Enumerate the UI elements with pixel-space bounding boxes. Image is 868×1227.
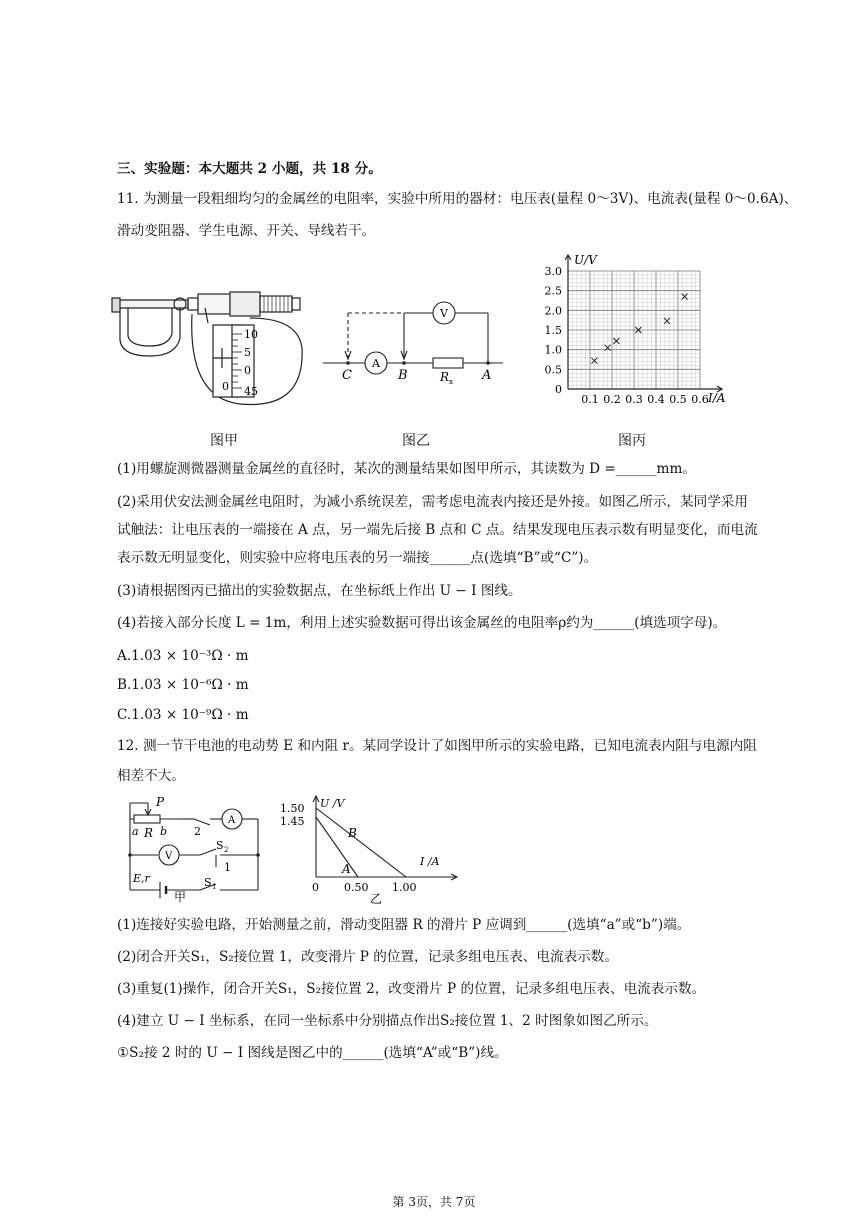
graph-ylabel: U /V [320, 797, 345, 810]
q11-option-a: A.1.03 × 10⁻³Ω · m [117, 648, 249, 664]
rx-label: R [440, 370, 450, 384]
y-tick-label: 3.0 [544, 265, 562, 278]
switch-s1-label: S [204, 876, 212, 889]
emf-label: E,r [133, 872, 150, 885]
caption-fig-jia: 图甲 [210, 433, 238, 449]
q12-line1: 12. 测一节干电池的电动势 E 和内阻 r。某同学设计了如图甲所示的实验电路，已知电流表内阻与电源内阻 [117, 738, 757, 754]
y-label-145: 1.45 [280, 815, 305, 828]
q11-p2b: 试触法：让电压表的一端接在 A 点，另一端先后接 B 点和 C 点。结果发现电压表示数有明显变化，而电流 [117, 522, 758, 538]
line-a-label: A [342, 862, 351, 876]
q12-voltmeter-label: V [165, 851, 173, 862]
q12-yi-label: 乙 [370, 892, 383, 906]
q12-ui-graph [278, 795, 468, 905]
slider-p-label: P [156, 795, 165, 809]
x-label-100: 1.00 [392, 881, 417, 894]
x-tick-label: 0.6 [691, 393, 709, 406]
pos-1-label: 1 [224, 861, 231, 874]
micrometer-figure [110, 278, 315, 413]
chart-y-ticks [545, 265, 563, 396]
ammeter-label: A [372, 357, 380, 370]
q11-p4: (4)若接入部分长度 L = 1m，利用上述实验数据可得出该金属丝的电阻率ρ约为______(填选项字母)。 [117, 615, 727, 631]
q12-p5: ①S₂接 2 时的 U − I 图线是图乙中的______(选填“A”或“B”)线。 [117, 1045, 508, 1061]
end-a-label: a [132, 825, 139, 838]
q11-p2a: (2)采用伏安法测金属丝电阻时，为减小系统误差，需考虑电流表内接还是外接。如图乙所示，某同学采用 [117, 494, 748, 510]
micro-tick-0b: 0 [244, 364, 251, 377]
q11-option-b: B.1.03 × 10⁻⁶Ω · m [117, 677, 249, 693]
y-tick-label: 1.5 [544, 324, 562, 337]
chart-grid [568, 271, 700, 389]
q12-ammeter-label: A [228, 815, 236, 826]
voltmeter-label: V [440, 307, 448, 320]
q11-p2c: 表示数无明显变化，则实验中应将电压表的另一端接______点(选填“B”或“C”)。 [117, 550, 598, 566]
y-tick-label: 1.0 [544, 343, 562, 357]
caption-fig-yi: 图乙 [402, 433, 430, 449]
chart-xlabel: I/A [708, 391, 726, 405]
end-b-label: b [160, 825, 168, 838]
line-b-label: B [348, 826, 357, 840]
y-tick-label: 2.5 [544, 284, 562, 298]
chart-ylabel: U/V [574, 253, 597, 267]
q12-line2: 相差不大。 [117, 768, 185, 784]
chart-x-ticks [581, 393, 709, 406]
q11-p1: (1)用螺旋测微器测量金属丝的直径时，某次的测量结果如图甲所示，其读数为 D =______mm。 [117, 461, 696, 477]
q11-line1: 11. 为测量一段粗细均匀的金属丝的电阻率，实验中所用的器材：电压表(量程 0～3V)、电流表(量程 0～0.6A)、 [117, 191, 798, 207]
micro-tick-45: 45 [244, 385, 258, 398]
y-tick-label: 0.5 [544, 363, 562, 377]
q11-option-c: C.1.03 × 10⁻⁹Ω · m [117, 707, 249, 723]
micro-tick-0a: 0 [222, 380, 229, 393]
ui-scatter-chart [536, 250, 736, 410]
q12-circuit [120, 795, 270, 904]
x-tick-label: 0.5 [669, 393, 687, 406]
q12-jia-label: 甲 [174, 890, 187, 904]
q12-p4: (4)建立 U − I 坐标系，在同一坐标系中分别描点作出S₂接位置 1、2 时图象如图乙所示。 [117, 1013, 658, 1029]
switch-s1-sub: 1 [212, 883, 217, 891]
y-label-150: 1.50 [280, 802, 305, 815]
q12-p3: (3)重复(1)操作，闭合开关S₁，S₂接位置 2，改变滑片 P 的位置，记录多组电压表、电流表示数。 [117, 981, 706, 997]
rx-sub-label: x [449, 378, 453, 386]
x-tick-label: 0.3 [625, 393, 643, 406]
page-footer: 第 3页，共 7页 [392, 1195, 476, 1209]
q11-line2: 滑动变阻器、学生电源、开关、导线若干。 [117, 223, 376, 239]
micro-tick-10: 10 [244, 328, 258, 341]
caption-fig-bing: 图丙 [618, 433, 646, 449]
y-tick-label: 0 [555, 383, 562, 396]
q12-p2: (2)闭合开关S₁，S₂接位置 1，改变滑片 P 的位置，记录多组电压表、电流表示数。 [117, 949, 618, 965]
x-tick-label: 0.2 [603, 393, 621, 406]
x-tick-label: 0.4 [647, 393, 665, 406]
x-label-0: 0 [312, 881, 319, 894]
point-b-label: B [398, 368, 408, 383]
switch-s2-label: S [216, 839, 224, 852]
micro-tick-5: 5 [244, 346, 251, 359]
y-tick-label: 2.0 [544, 304, 562, 318]
q12-p1: (1)连接好实验电路，开始测量之前，滑动变阻器 R 的滑片 P 应调到______(选填“a”或“b”)端。 [117, 917, 691, 933]
switch-s2-sub: 2 [224, 846, 229, 854]
q11-circuit [318, 295, 508, 385]
pos-2-label: 2 [194, 825, 201, 838]
x-label-050: 0.50 [344, 881, 369, 894]
section-title: 三、实验题：本大题共 2 小题，共 18 分。 [117, 161, 382, 177]
chart-axes [565, 255, 722, 392]
point-c-label: C [342, 368, 352, 383]
q11-p3: (3)请根据图丙已描出的实验数据点，在坐标纸上作出 U − I 图线。 [117, 583, 522, 599]
x-tick-label: 0.1 [581, 393, 599, 406]
point-a-label: A [482, 368, 492, 383]
rheostat-r-label: R [144, 826, 154, 840]
chart-points [591, 294, 687, 364]
graph-xlabel: I /A [420, 855, 440, 868]
